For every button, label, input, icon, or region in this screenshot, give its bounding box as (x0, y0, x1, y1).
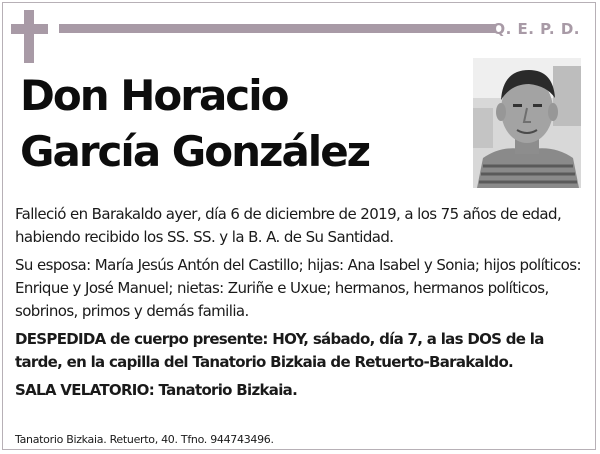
cross-icon-vertical (24, 10, 34, 63)
qepd-label: Q. E. P. D. (492, 20, 580, 38)
wake-room-paragraph: SALA VELATORIO: Tanatorio Bizkaia. (15, 381, 298, 399)
cross-icon-horizontal (11, 24, 48, 34)
name-line-2: García González (20, 127, 370, 176)
portrait-photo-icon (473, 58, 581, 188)
death-notice-paragraph: Falleció en Barakaldo ayer, día 6 de diciembre de 2019, a los 75 años de edad, habiendo recibido los SS. SS. y la B. A. de Su Santidad. (15, 205, 562, 246)
obituary-body (15, 203, 583, 407)
farewell-paragraph: DESPEDIDA de cuerpo presente: HOY, sábado, día 7, a las DOS de la tarde, en la capilla del Tanatorio Bizkaia de Retuerto-Barakaldo. (15, 330, 544, 371)
deceased-name (20, 68, 460, 180)
name-line-1: Don Horacio (20, 71, 288, 120)
family-paragraph: Su esposa: María Jesús Antón del Castillo; hijas: Ana Isabel y Sonia; hijos políticos: Enrique y José Manuel; nietas: Zuriñe e Uxue; hermanos, hermanos políticos, sobrinos, primos y demás familia. (15, 256, 581, 320)
portrait-photo (473, 58, 581, 188)
header-rule (59, 24, 495, 33)
footer-contact: Tanatorio Bizkaia. Retuerto, 40. Tfno. 944743496. (15, 433, 274, 446)
